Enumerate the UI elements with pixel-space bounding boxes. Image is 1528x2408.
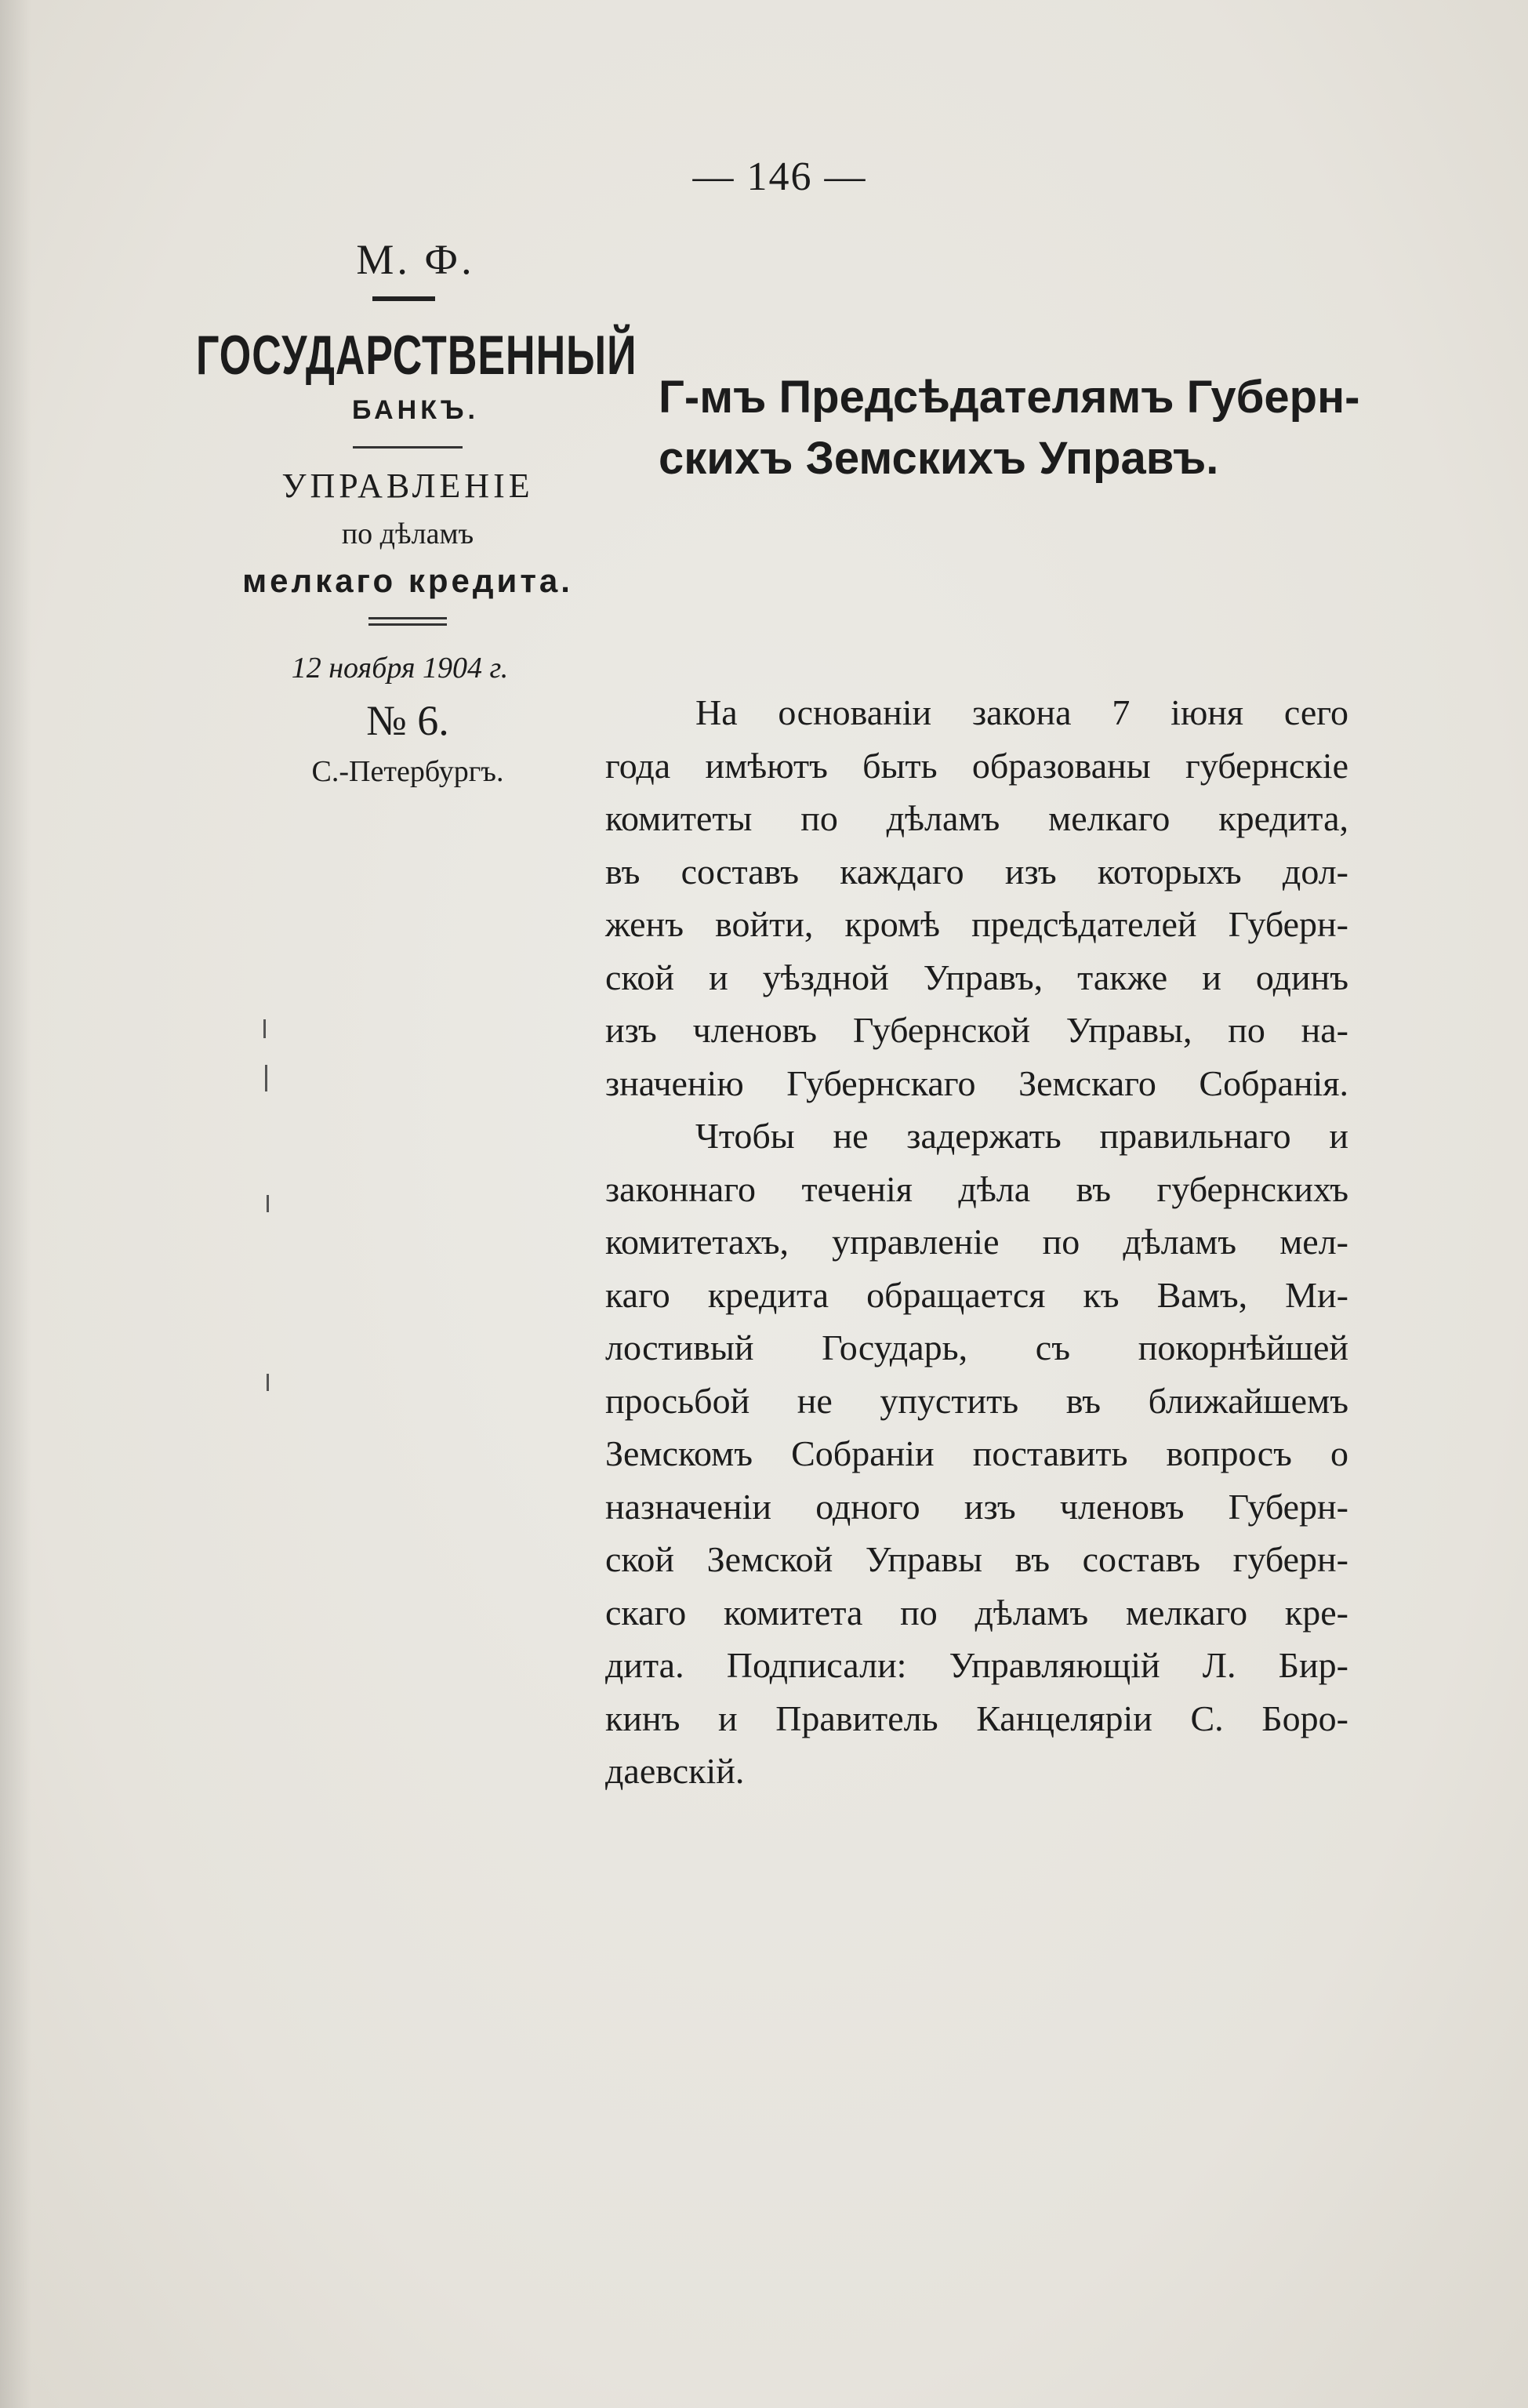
body-line: На основаніи закона 7 іюня сего	[695, 692, 1348, 732]
body-line: законнаго теченія дѣла въ губернскихъ	[605, 1168, 1348, 1209]
body-line: комитетахъ, управленіе по дѣламъ мел-	[605, 1222, 1348, 1262]
body-line: просьбой не упустить въ ближайшемъ	[605, 1380, 1348, 1421]
body-line: года имѣютъ быть образованы губернскіе	[605, 745, 1348, 786]
margin-mark	[263, 1019, 266, 1038]
body-line: каго кредита обращается къ Вамъ, Ми-	[605, 1274, 1348, 1315]
body-line: лостивый Государь, съ покорнѣйшей	[605, 1327, 1348, 1367]
page-number: — 146 —	[692, 154, 867, 199]
addressee-line: скихъ Земскихъ Управъ.	[659, 433, 1219, 484]
margin-mark	[265, 1065, 267, 1091]
body-line: ской и уѣздной Управъ, также и одинъ	[605, 957, 1348, 997]
body-line: Чтобы не задержать правильнаго и	[695, 1116, 1348, 1156]
department-line: мелкаго кредита.	[242, 562, 573, 599]
margin-mark	[267, 1195, 269, 1212]
margin-mark	[267, 1374, 269, 1391]
bank-title: ГОСУДАРСТВЕННЫЙ	[196, 325, 637, 387]
divider	[353, 446, 463, 449]
body-line: комитеты по дѣламъ мелкаго кредита,	[605, 798, 1348, 838]
letter-body	[605, 686, 1348, 1798]
body-line: Земскомъ Собраніи поставить вопросъ о	[605, 1433, 1348, 1473]
divider	[372, 296, 435, 301]
body-line: женъ войти, кромѣ предсѣдателей Губерн-	[605, 904, 1348, 944]
document-date: 12 ноября 1904 г.	[291, 652, 509, 685]
document-number: № 6.	[366, 697, 449, 744]
addressee	[659, 367, 1364, 489]
body-line: ской Земской Управы въ составъ губерн-	[605, 1539, 1348, 1579]
ministry-abbreviation: М. Ф.	[356, 236, 475, 283]
body-line: даевскій.	[605, 1751, 745, 1791]
department-line: по дѣламъ	[341, 518, 474, 550]
body-line: скаго комитета по дѣламъ мелкаго кре-	[605, 1592, 1348, 1633]
body-line: изъ членовъ Губернской Управы, по на-	[605, 1010, 1348, 1050]
body-line: кинъ и Правитель Канцеляріи С. Боро-	[605, 1698, 1348, 1738]
document-city: С.-Петербургъ.	[311, 755, 504, 788]
letterhead	[180, 235, 637, 789]
divider	[368, 623, 447, 626]
body-line: дита. Подписали: Управляющій Л. Бир-	[605, 1645, 1348, 1685]
bank-subtitle: БАНКЪ.	[351, 395, 479, 425]
body-line: въ составъ каждаго изъ которыхъ дол-	[605, 851, 1348, 892]
department-title: УПРАВЛЕНІЕ	[281, 467, 534, 505]
body-line: значенію Губернскаго Земскаго Собранія.	[605, 1062, 1348, 1103]
addressee-line: Г-мъ Предсѣдателямъ Губерн-	[659, 372, 1360, 423]
divider	[368, 617, 447, 619]
page-edge-shadow	[0, 0, 31, 2408]
body-line: назначеніи одного изъ членовъ Губерн-	[605, 1486, 1348, 1527]
